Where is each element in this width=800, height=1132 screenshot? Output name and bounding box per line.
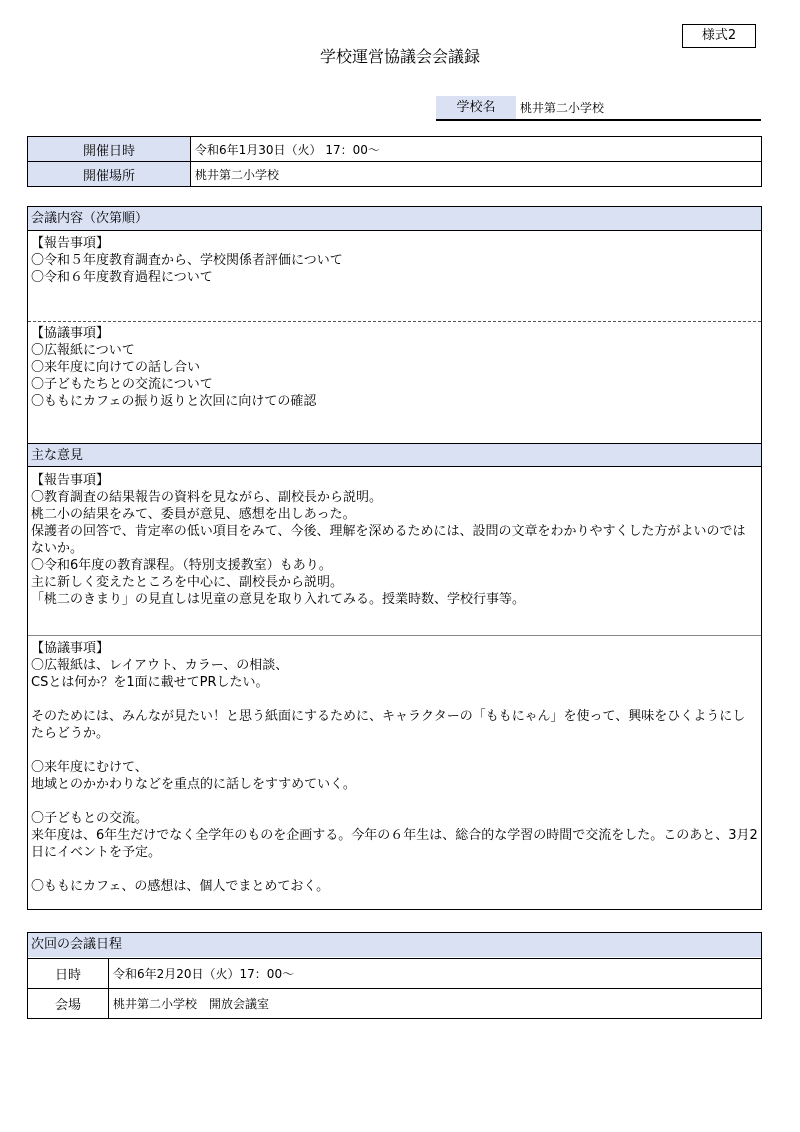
text-line: 〇広報紙は、レイアウト、カラー、の相談、 (31, 658, 289, 673)
agenda-discussion-title: 【協議事項】 (31, 326, 110, 341)
meeting-date-row (28, 137, 762, 162)
school-name-label: 学校名 (436, 96, 516, 120)
text-line: 〇子どもとの交流。 (31, 811, 149, 826)
text-line: 〇来年度にむけて、 (31, 760, 148, 775)
list-item: 〇来年度に向けての話し合い (31, 360, 201, 375)
agenda-discussion-section (31, 325, 758, 410)
agenda-report-section (31, 235, 758, 286)
text-line: 〇令和6年度の教育課程。（特別支援教室）もあり。 (31, 558, 332, 573)
next-meeting-place-value: 桃井第二小学校 開放会議室 (109, 989, 762, 1019)
meeting-info-table (27, 136, 762, 187)
next-meeting-date-label: 日時 (28, 959, 109, 989)
list-item: 〇ももにカフェの振り返りと次回に向けての確認 (31, 394, 317, 409)
text-line: 「桃二のきまり」の見直しは児童の意見を取り入れてみる。授業時数、学校行事等。 (31, 592, 526, 607)
next-meeting-header: 次回の会議日程 (28, 933, 761, 957)
text-line: 桃二小の結果をみて、委員が意見、感想を出しあった。 (31, 507, 356, 522)
meeting-place-label: 開催場所 (28, 162, 191, 187)
list-item: 〇広報紙について (31, 343, 135, 358)
next-meeting-box (27, 932, 762, 958)
meeting-date-label: 開催日時 (28, 137, 191, 162)
blank-line (31, 742, 758, 759)
section-divider (28, 635, 761, 636)
next-meeting-table (27, 958, 762, 1019)
meeting-place-value: 桃井第二小学校 (191, 162, 762, 187)
list-item: 〇令和６年度教育過程について (31, 270, 213, 285)
agenda-header: 会議内容（次第順） (28, 207, 761, 231)
list-item: 〇子どもたちとの交流について (31, 377, 213, 392)
opinions-report-section (31, 472, 758, 608)
next-meeting-date-value: 令和6年2月20日（火）17：00～ (109, 959, 762, 989)
opinions-header: 主な意見 (28, 443, 761, 467)
meeting-place-row (28, 162, 762, 187)
text-line: 〇ももにカフェ、の感想は、個人でまとめておく。 (31, 879, 330, 894)
text-line: 保護者の回答で、肯定率の低い項目をみて、今後、理解を深めるためには、設問の文章をわかりやすくした方がよいのではないか。 (31, 524, 746, 556)
form-number-label: 様式2 (682, 24, 756, 48)
school-name-underline (436, 119, 761, 121)
blank-line (31, 691, 758, 708)
text-line: 〇教育調査の結果報告の資料を見ながら、副校長から説明。 (31, 490, 383, 505)
opinions-report-title: 【報告事項】 (31, 473, 110, 488)
next-meeting-place-label: 会場 (28, 989, 109, 1019)
blank-line (31, 793, 758, 810)
school-name-value: 桃井第二小学校 (520, 101, 605, 115)
section-divider (28, 321, 761, 322)
text-line: そのためには、みんなが見たい！と思う紙面にするために、キャラクターの「ももにゃん」を使って、興味をひくようにしたらどうか。 (31, 709, 746, 741)
meeting-date-value: 令和6年1月30日（火） 17：00～ (191, 137, 762, 162)
next-meeting-date-row (28, 959, 762, 989)
page-title: 学校運営協議会会議録 (319, 47, 480, 66)
opinions-discussion-section (31, 640, 758, 895)
blank-line (31, 861, 758, 878)
list-item: 〇令和５年度教育調査から、学校関係者評価について (31, 253, 343, 268)
text-line: 主に新しく変えたところを中心に、副校長から説明。 (31, 575, 344, 590)
agenda-report-title: 【報告事項】 (31, 236, 110, 251)
text-line: CSとは何か？を1面に載せてPRしたい。 (31, 675, 269, 690)
minutes-box (27, 206, 762, 910)
next-meeting-place-row (28, 989, 762, 1019)
text-line: 来年度は、6年生だけでなく全学年のものを企画する。今年の６年生は、総合的な学習の時間で交流をした。このあと、3月2日にイベントを予定。 (31, 828, 758, 860)
text-line: 地域とのかかわりなどを重点的に話しをすすめていく。 (31, 777, 356, 792)
opinions-discussion-title: 【協議事項】 (31, 641, 110, 656)
